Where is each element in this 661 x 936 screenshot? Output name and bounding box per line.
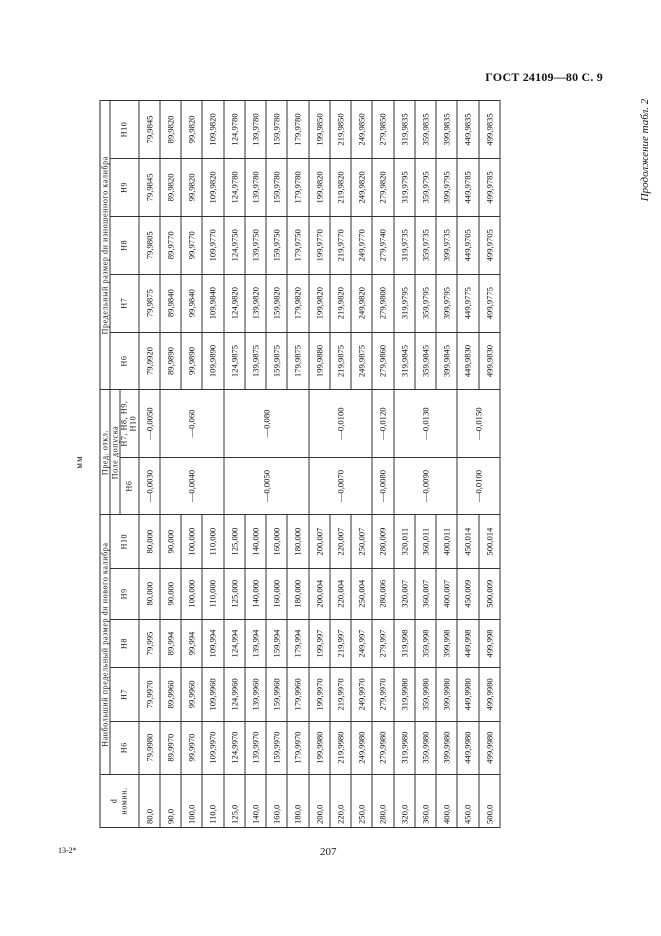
- new-gauge-cell: 179,994: [287, 619, 308, 668]
- rotated-table-container: [100, 100, 501, 828]
- new-gauge-cell: 449,998: [457, 619, 478, 668]
- worn-gauge-cell: 399,9795: [436, 158, 457, 216]
- table-row: [457, 101, 478, 828]
- worn-gauge-cell: 199,9820: [309, 158, 330, 216]
- worn-gauge-cell: 249,9820: [351, 274, 372, 332]
- new-gauge-cell: 200,007: [309, 515, 330, 568]
- new-gauge-cell: 110,000: [202, 515, 223, 568]
- worn-gauge-cell: 249,9850: [351, 101, 372, 159]
- worn-gauge-cell: 449,9835: [457, 101, 478, 159]
- worn-gauge-cell: 449,9705: [457, 216, 478, 274]
- worn-gauge-cell: 159,9780: [266, 158, 287, 216]
- worn-gauge-cell: 159,9820: [266, 274, 287, 332]
- limit-h7-h10-cell: —0,080: [224, 390, 309, 457]
- nominal-size-cell: 80,0: [139, 774, 160, 827]
- worn-gauge-cell: 89,9770: [160, 216, 181, 274]
- new-gauge-cell: 99,9960: [181, 668, 202, 721]
- new-gauge-cell: 124,9960: [224, 668, 245, 721]
- worn-gauge-cell: 124,9875: [224, 332, 245, 390]
- new-gauge-cell: 320,007: [394, 568, 415, 619]
- worn-gauge-cell: 199,9880: [309, 332, 330, 390]
- worn-gauge-cell: 449,9785: [457, 158, 478, 216]
- worn-gauge-cell: 89,9890: [160, 332, 181, 390]
- worn-gauge-cell: 79,9920: [139, 332, 160, 390]
- nominal-size-cell: 500,0: [479, 774, 500, 827]
- worn-gauge-cell: 279,9800: [372, 274, 393, 332]
- worn-gauge-cell: 219,9875: [330, 332, 351, 390]
- new-gauge-cell: 499,9980: [479, 721, 500, 774]
- worn-gauge-cell: 79,9845: [139, 158, 160, 216]
- new-gauge-cell: 280,009: [372, 515, 393, 568]
- limit-deviation-group-header: Пред. откл.: [100, 390, 110, 515]
- limit-h6-cell: —0,0080: [372, 457, 393, 515]
- new-gauge-cell: 110,000: [202, 568, 223, 619]
- limit-h6-cell: —0,0030: [139, 457, 160, 515]
- new-gauge-cell: 199,997: [309, 619, 330, 668]
- worn-gauge-cell: 399,9795: [436, 274, 457, 332]
- table-continuation-label: Продолжение табл. 2: [639, 98, 651, 202]
- nominal-size-cell: 220,0: [330, 774, 351, 827]
- table-row: [372, 101, 393, 828]
- table-row: [160, 101, 181, 828]
- new-gauge-cell: 220,007: [330, 515, 351, 568]
- new-gauge-cell: 319,9980: [394, 721, 415, 774]
- worn-gauge-cell: 159,9780: [266, 101, 287, 159]
- worn-gauge-cell: 179,9875: [287, 332, 308, 390]
- worn-gauge-cell: 359,9845: [415, 332, 436, 390]
- worn-gauge-cell: 319,9835: [394, 101, 415, 159]
- new-gauge-cell: 179,9960: [287, 668, 308, 721]
- new-gauge-cell: 90,000: [160, 515, 181, 568]
- new-gauge-cell: 89,9970: [160, 721, 181, 774]
- new-col-h8: H8: [110, 619, 139, 668]
- nominal-size-cell: 110,0: [202, 774, 223, 827]
- nominal-size-cell: 200,0: [309, 774, 330, 827]
- new-gauge-cell: 359,9980: [415, 721, 436, 774]
- worn-gauge-cell: 279,9860: [372, 332, 393, 390]
- new-gauge-cell: 360,007: [415, 568, 436, 619]
- printer-mark: 13-2*: [58, 846, 77, 855]
- worn-gauge-cell: 89,9820: [160, 101, 181, 159]
- worn-gauge-cell: 179,9780: [287, 158, 308, 216]
- limit-h6-cell: —0,0090: [394, 457, 458, 515]
- new-gauge-cell: 159,9960: [266, 668, 287, 721]
- worn-gauge-cell: 319,9735: [394, 216, 415, 274]
- new-gauge-cell: 109,994: [202, 619, 223, 668]
- table-row: [309, 101, 330, 828]
- limit-h7-h10-cell: —0,060: [160, 390, 224, 457]
- nominal-size-cell: 450,0: [457, 774, 478, 827]
- limit-h6-cell: —0,0040: [160, 457, 224, 515]
- worn-gauge-cell: 359,9735: [415, 216, 436, 274]
- worn-gauge-cell: 179,9820: [287, 274, 308, 332]
- limit-h7-h10-cell: —0,0120: [372, 390, 393, 457]
- new-gauge-cell: 450,009: [457, 568, 478, 619]
- worn-gauge-cell: 99,9770: [181, 216, 202, 274]
- worn-gauge-cell: 279,9740: [372, 216, 393, 274]
- worn-col-h7: H7: [110, 274, 139, 332]
- limit-h7-h10-cell: —0,0050: [139, 390, 160, 457]
- worn-gauge-cell: 199,9770: [309, 216, 330, 274]
- worn-gauge-cell: 159,9875: [266, 332, 287, 390]
- worn-gauge-cell: 124,9820: [224, 274, 245, 332]
- worn-gauge-cell: 249,9770: [351, 216, 372, 274]
- new-gauge-cell: 124,9970: [224, 721, 245, 774]
- worn-gauge-cell: 249,9875: [351, 332, 372, 390]
- tolerance-field-header: Поле допуска: [110, 390, 120, 515]
- new-gauge-cell: 500,014: [479, 515, 500, 568]
- new-gauge-cell: 359,998: [415, 619, 436, 668]
- new-gauge-cell: 359,9980: [415, 668, 436, 721]
- new-col-h7: H7: [110, 668, 139, 721]
- limit-h6-cell: —0,0050: [224, 457, 309, 515]
- new-gauge-cell: 79,995: [139, 619, 160, 668]
- nominal-size-cell: 100,0: [181, 774, 202, 827]
- new-gauge-cell: 219,997: [330, 619, 351, 668]
- worn-gauge-cell: 279,9820: [372, 158, 393, 216]
- new-gauge-cell: 500,009: [479, 568, 500, 619]
- new-gauge-cell: 250,004: [351, 568, 372, 619]
- new-gauge-cell: 90,000: [160, 568, 181, 619]
- new-gauge-cell: 79,9980: [139, 721, 160, 774]
- new-gauge-cell: 399,998: [436, 619, 457, 668]
- worn-gauge-cell: 139,9780: [245, 158, 266, 216]
- new-gauge-cell: 160,000: [266, 515, 287, 568]
- new-gauge-cell: 160,000: [266, 568, 287, 619]
- worn-gauge-cell: 359,9795: [415, 274, 436, 332]
- limit-col-h7-h10: H7, H8, H9, H10: [120, 390, 139, 457]
- worn-gauge-cell: 219,9850: [330, 101, 351, 159]
- worn-gauge-cell: 79,9875: [139, 274, 160, 332]
- worn-gauge-cell: 99,9820: [181, 158, 202, 216]
- new-gauge-cell: 249,997: [351, 619, 372, 668]
- worn-gauge-cell: 499,9705: [479, 216, 500, 274]
- new-gauge-cell: 109,9960: [202, 668, 223, 721]
- new-gauge-cell: 109,9970: [202, 721, 223, 774]
- new-gauge-cell: 159,9970: [266, 721, 287, 774]
- worn-gauge-cell: 179,9750: [287, 216, 308, 274]
- worn-gauge-cell: 219,9820: [330, 274, 351, 332]
- new-gauge-cell: 400,011: [436, 515, 457, 568]
- worn-gauge-cell: 499,9835: [479, 101, 500, 159]
- new-col-h6: H6: [110, 721, 139, 774]
- nominal-size-cell: 320,0: [394, 774, 415, 827]
- document-code: ГОСТ 24109—80 С. 9: [485, 70, 603, 84]
- gauge-size-table: [100, 100, 501, 828]
- nominal-size-cell: 140,0: [245, 774, 266, 827]
- new-gauge-cell: 100,000: [181, 515, 202, 568]
- worn-gauge-cell: 89,9820: [160, 158, 181, 216]
- worn-gauge-cell: 499,9830: [479, 332, 500, 390]
- new-gauge-cell: 319,998: [394, 619, 415, 668]
- worn-gauge-cell: 124,9780: [224, 101, 245, 159]
- nominal-size-cell: 250,0: [351, 774, 372, 827]
- new-gauge-cell: 139,9960: [245, 668, 266, 721]
- worn-gauge-cell: 279,9850: [372, 101, 393, 159]
- worn-gauge-cell: 139,9875: [245, 332, 266, 390]
- worn-gauge-cell: 109,9770: [202, 216, 223, 274]
- new-gauge-cell: 249,9980: [351, 721, 372, 774]
- worn-gauge-cell: 199,9820: [309, 274, 330, 332]
- limit-h6-cell: —0,0070: [309, 457, 373, 515]
- worn-gauge-cell: 359,9795: [415, 158, 436, 216]
- worn-gauge-cell: 79,9845: [139, 101, 160, 159]
- nominal-size-cell: 180,0: [287, 774, 308, 827]
- worn-gauge-cell: 99,9820: [181, 101, 202, 159]
- new-col-h9: H9: [110, 568, 139, 619]
- new-gauge-cell: 180,000: [287, 568, 308, 619]
- unit-label: мм: [74, 455, 84, 469]
- worn-col-h8: H8: [110, 216, 139, 274]
- new-gauge-cell: 279,9980: [372, 721, 393, 774]
- new-gauge-cell: 219,9980: [330, 721, 351, 774]
- limit-h7-h10-cell: —0,0100: [309, 390, 373, 457]
- worn-gauge-cell: 399,9835: [436, 101, 457, 159]
- new-gauge-cell: 399,9980: [436, 668, 457, 721]
- worn-gauge-cell: 79,9805: [139, 216, 160, 274]
- new-gauge-cell: 449,9980: [457, 668, 478, 721]
- new-gauge-cell: 140,000: [245, 568, 266, 619]
- worn-gauge-cell: 139,9750: [245, 216, 266, 274]
- worn-gauge-group-header: Предельный размер dи изношенного калибра: [100, 101, 110, 390]
- worn-gauge-cell: 99,9840: [181, 274, 202, 332]
- worn-gauge-cell: 139,9780: [245, 101, 266, 159]
- new-gauge-cell: 399,9980: [436, 721, 457, 774]
- new-gauge-cell: 89,994: [160, 619, 181, 668]
- nominal-size-cell: 360,0: [415, 774, 436, 827]
- worn-gauge-cell: 199,9850: [309, 101, 330, 159]
- worn-gauge-cell: 499,9775: [479, 274, 500, 332]
- worn-gauge-cell: 109,9820: [202, 158, 223, 216]
- limit-h6-cell: —0,0100: [457, 457, 500, 515]
- worn-col-h6: H6: [110, 332, 139, 390]
- worn-gauge-cell: 399,9845: [436, 332, 457, 390]
- new-gauge-cell: 200,004: [309, 568, 330, 619]
- new-gauge-cell: 80,000: [139, 568, 160, 619]
- new-gauge-cell: 320,011: [394, 515, 415, 568]
- new-gauge-cell: 360,011: [415, 515, 436, 568]
- new-gauge-cell: 180,000: [287, 515, 308, 568]
- worn-gauge-cell: 499,9785: [479, 158, 500, 216]
- worn-gauge-cell: 109,9890: [202, 332, 223, 390]
- new-gauge-cell: 499,9980: [479, 668, 500, 721]
- new-gauge-cell: 80,000: [139, 515, 160, 568]
- worn-gauge-cell: 139,9820: [245, 274, 266, 332]
- new-gauge-cell: 199,9970: [309, 668, 330, 721]
- new-gauge-cell: 179,9970: [287, 721, 308, 774]
- worn-gauge-cell: 99,9890: [181, 332, 202, 390]
- new-gauge-cell: 400,007: [436, 568, 457, 619]
- new-gauge-cell: 99,9970: [181, 721, 202, 774]
- nominal-size-cell: 90,0: [160, 774, 181, 827]
- new-gauge-cell: 279,9970: [372, 668, 393, 721]
- new-gauge-cell: 100,000: [181, 568, 202, 619]
- new-gauge-cell: 280,006: [372, 568, 393, 619]
- worn-gauge-cell: 449,9830: [457, 332, 478, 390]
- worn-gauge-cell: 89,9840: [160, 274, 181, 332]
- worn-col-h9: H9: [110, 158, 139, 216]
- worn-gauge-cell: 124,9780: [224, 158, 245, 216]
- limit-h7-h10-cell: —0,0150: [457, 390, 500, 457]
- new-col-h10: H10: [110, 515, 139, 568]
- new-gauge-cell: 159,994: [266, 619, 287, 668]
- new-gauge-cell: 499,998: [479, 619, 500, 668]
- nominal-size-cell: 280,0: [372, 774, 393, 827]
- new-gauge-cell: 99,994: [181, 619, 202, 668]
- worn-gauge-cell: 359,9835: [415, 101, 436, 159]
- new-gauge-cell: 250,007: [351, 515, 372, 568]
- new-gauge-cell: 89,9960: [160, 668, 181, 721]
- worn-gauge-cell: 319,9795: [394, 158, 415, 216]
- worn-gauge-cell: 219,9770: [330, 216, 351, 274]
- nominal-size-cell: 160,0: [266, 774, 287, 827]
- new-gauge-cell: 125,000: [224, 515, 245, 568]
- new-gauge-cell: 279,997: [372, 619, 393, 668]
- new-gauge-cell: 125,000: [224, 568, 245, 619]
- new-gauge-cell: 199,9980: [309, 721, 330, 774]
- worn-gauge-cell: 109,9820: [202, 101, 223, 159]
- new-gauge-cell: 449,9980: [457, 721, 478, 774]
- worn-gauge-cell: 124,9750: [224, 216, 245, 274]
- limit-col-h6: H6: [120, 457, 139, 515]
- new-gauge-cell: 124,994: [224, 619, 245, 668]
- table-row: [139, 101, 160, 828]
- page-number: 207: [320, 846, 337, 858]
- new-gauge-cell: 219,9970: [330, 668, 351, 721]
- worn-gauge-cell: 219,9820: [330, 158, 351, 216]
- table-row: [224, 101, 245, 828]
- worn-gauge-cell: 179,9780: [287, 101, 308, 159]
- table-body: [139, 101, 500, 828]
- worn-gauge-cell: 399,9735: [436, 216, 457, 274]
- nominal-size-header: d номин.: [100, 774, 139, 827]
- new-gauge-cell: 319,9980: [394, 668, 415, 721]
- new-gauge-cell: 450,014: [457, 515, 478, 568]
- worn-col-h10: H10: [110, 101, 139, 159]
- new-gauge-group-header: Наибольший предельный размер dн нового калибра: [100, 515, 110, 774]
- new-gauge-cell: 249,9970: [351, 668, 372, 721]
- worn-gauge-cell: 319,9845: [394, 332, 415, 390]
- worn-gauge-cell: 249,9820: [351, 158, 372, 216]
- new-gauge-cell: 220,004: [330, 568, 351, 619]
- nominal-size-cell: 400,0: [436, 774, 457, 827]
- table-row: [394, 101, 415, 828]
- limit-h7-h10-cell: —0,0130: [394, 390, 458, 457]
- worn-gauge-cell: 109,9840: [202, 274, 223, 332]
- new-gauge-cell: 139,994: [245, 619, 266, 668]
- worn-gauge-cell: 319,9795: [394, 274, 415, 332]
- nominal-size-cell: 125,0: [224, 774, 245, 827]
- worn-gauge-cell: 449,9775: [457, 274, 478, 332]
- worn-gauge-cell: 159,9750: [266, 216, 287, 274]
- new-gauge-cell: 79,9970: [139, 668, 160, 721]
- new-gauge-cell: 139,9970: [245, 721, 266, 774]
- new-gauge-cell: 140,000: [245, 515, 266, 568]
